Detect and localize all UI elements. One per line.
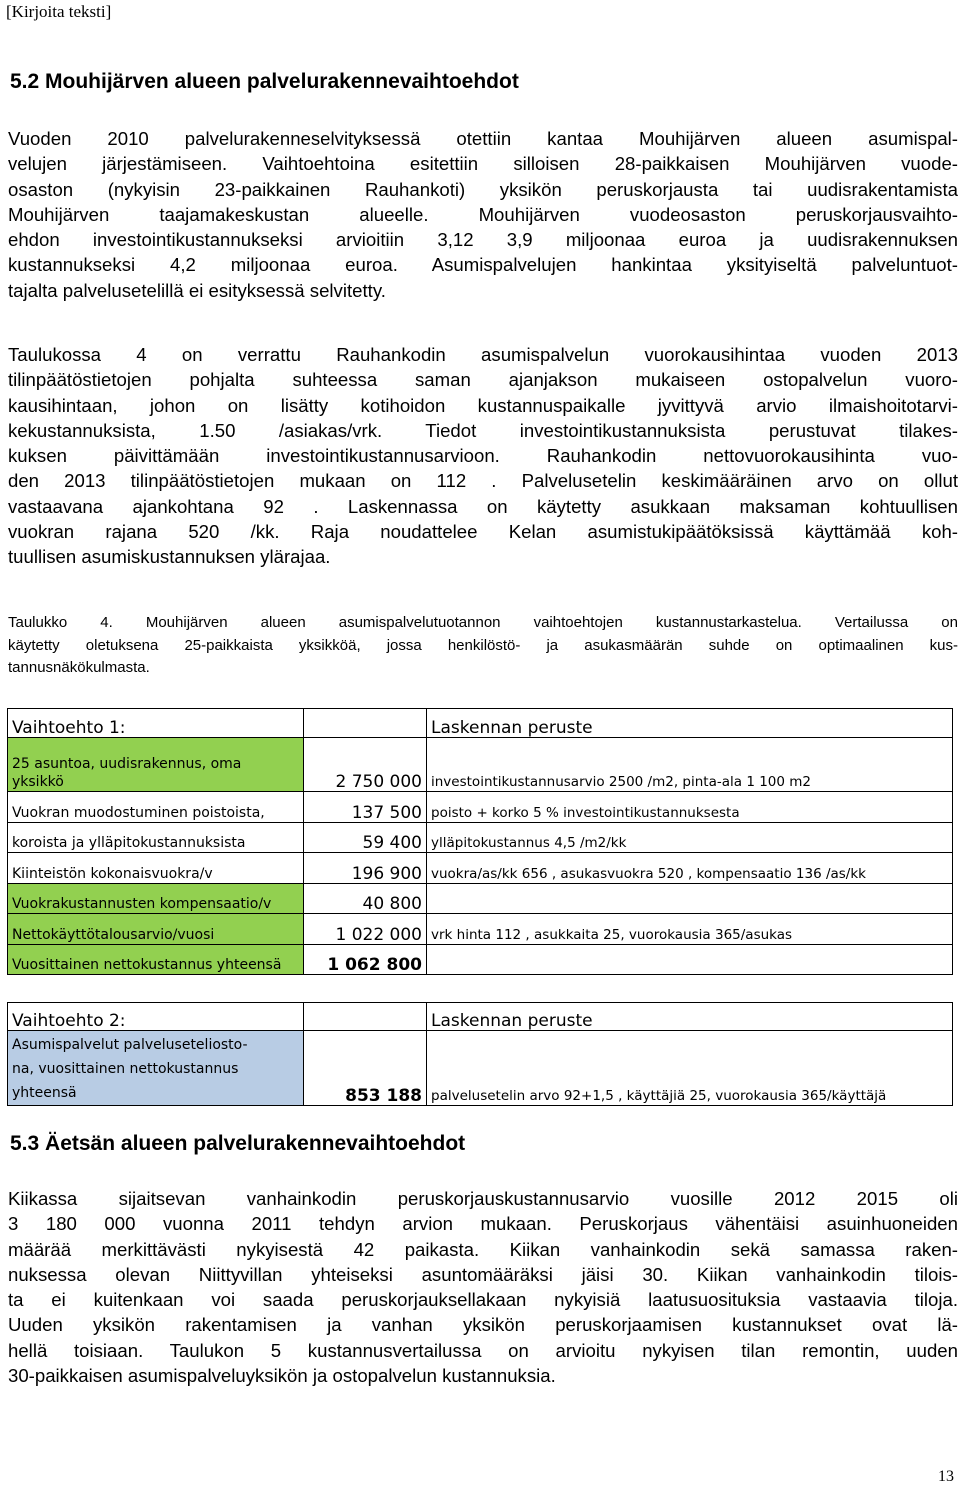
- text-line: tajalta palvelusetelillä ei esityksessä selvitetty.: [8, 279, 386, 301]
- text-line: osaston (nykyisin 23-paikkainen Rauhankoti) yksikön peruskorjausta tai uudisrakentamista: [8, 178, 958, 200]
- label-line: yhteensä: [12, 1085, 77, 1101]
- table-cell-label: Vuokran muodostuminen poistoista,: [8, 792, 304, 823]
- text-line: Vuoden 2010 palvelurakenneselvityksessä otettiin kantaa Mouhijärven alueen asumispal-: [8, 128, 958, 149]
- table-cell-label: Nettokäyttötalousarvio/vuosi: [8, 914, 304, 945]
- text-line: tannusnäkökulmasta.: [8, 659, 150, 676]
- page-number: 13: [938, 1468, 954, 1485]
- table-cell-basis: palvelusetelin arvo 92+1,5 , käyttäjiä 25, vuorokausia 365/käyttäjä: [427, 1031, 953, 1106]
- basis-header: Laskennan peruste: [427, 1003, 953, 1031]
- text-line: kuksen päivittämään investointikustannusarvioon. Rauhankodin nettovuorokausihinta vuo-: [8, 445, 958, 467]
- text-line: määrää merkittävästi nykyisestä 42 paikasta. Kiikan vanhainkodin sekä samassa raken-: [8, 1238, 958, 1260]
- euro-header: [304, 709, 427, 738]
- table-title: Vaihtoehto 2:: [8, 1003, 304, 1031]
- text-line: Uuden yksikön rakentamisen ja vanhan yksikön peruskorjaamisen kustannukset ovat lä-: [8, 1314, 958, 1336]
- text-line: vuokran rajana 520 /kk. Raja noudattelee Kelan asumistukipäätöksissä käyttämää koh-: [8, 521, 958, 543]
- text-line: Mouhijärven taajamakeskustan alueelle. Mouhijärven vuodeosaston peruskorjausvaihto-: [8, 203, 958, 225]
- text-line: kekustannuksista, 1.50 /asiakas/vrk. Tiedot investointikustannuksista perustuvat tilakes-: [8, 419, 958, 441]
- section-heading-5-2: 5.2 Mouhijärven alueen palvelurakennevaihtoehdot: [10, 70, 519, 93]
- table-cell-value: 2 750 000: [304, 738, 427, 792]
- label-line: Asumispalvelut palveluseteliosto-: [12, 1037, 248, 1053]
- table-cell-value: 196 900: [304, 853, 427, 884]
- text-line: kustannukseksi 4,2 miljoonaa euroa. Asumispalvelujen hankintaa yksityiseltä palveluntuot-: [8, 254, 958, 276]
- label-line: yksikkö: [12, 774, 64, 790]
- table-cell-basis: ylläpitokustannus 4,5 /m2/kk: [427, 823, 953, 853]
- text-line: den 2013 tilinpäätöstietojen mukaan on 112 . Palvelusetelin keskimääräinen arvo on ollut: [8, 470, 958, 492]
- text-line: Taulukko 4. Mouhijärven alueen asumispalvelutuotannon vaihtoehtojen kustannustarkastelua. Vertailussa on: [8, 614, 958, 631]
- section-heading-5-3: 5.3 Äetsän alueen palvelurakennevaihtoehdot: [10, 1132, 466, 1155]
- text-line: 3 180 000 vuonna 2011 tehdyn arvion mukaan. Peruskorjaus vähentäisi asuinhuoneiden: [8, 1213, 958, 1235]
- table-cell-basis: [427, 884, 953, 914]
- paragraph-3: [8, 1186, 958, 1388]
- table-cell-label: Vuosittainen nettokustannus yhteensä: [8, 945, 304, 975]
- text-line: vastaavana ajankohtana 92 . Laskennassa on käytetty asukkaan maksaman kohtuullisen: [8, 495, 958, 517]
- table-cell-value: 59 400: [304, 823, 427, 853]
- table-cell-basis: vuokra/as/kk 656 , asukasvuokra 520 , kompensaatio 136 /as/kk: [427, 853, 953, 884]
- table-caption: [8, 612, 958, 680]
- text-line: Kiikassa sijaitsevan vanhainkodin peruskorjauskustannusarvio vuosille 2012 2015 oli: [8, 1188, 958, 1209]
- basis-header: Laskennan peruste: [427, 709, 953, 738]
- text-line: velujen järjestämiseen. Vaihtoehtoina esitettiin silloisen 28-paikkaisen Mouhijärven vuode-: [8, 153, 958, 175]
- text-line: tilinpäätöstietojen pohjalta suhteessa saman ajanjakson mukaiseen ostopalvelun vuoro-: [8, 369, 958, 391]
- paragraph-1: [8, 126, 958, 303]
- euro-header: [304, 1003, 427, 1031]
- table-cell-basis: poisto + korko 5 % investointikustannuksesta: [427, 792, 953, 823]
- table-cell-label: [8, 1031, 304, 1106]
- text-line: ta ei kuitenkaan voi saada peruskorjauksellakaan nykyisiä laatusuosituksia vastaavia tiloja.: [8, 1289, 958, 1311]
- text-line: ehdon investointikustannukseksi arvioitiin 3,12 3,9 miljoonaa euroa ja uudisrakennuksen: [8, 229, 958, 251]
- text-line: kausihintaan, johon on lisätty kotihoidon kustannuspaikalle jyvittyvä arvio ilmaishoitotarvi-: [8, 394, 958, 416]
- text-line: tuullisen asumiskustannuksen ylärajaa.: [8, 546, 331, 568]
- table-cell-basis: investointikustannusarvio 2500 /m2, pinta-ala 1 100 m2: [427, 738, 953, 792]
- text-line: käytetty oletuksena 25-paikkaista yksikköä, jossa henkilöstö- ja asukasmäärän suhde on optimaalinen kus-: [8, 636, 958, 654]
- text-line: Taulukossa 4 on verrattu Rauhankodin asumispalvelun vuorokausihintaa vuoden 2013: [8, 344, 958, 365]
- table-cell-value: 853 188: [304, 1031, 427, 1106]
- text-line: hellä toisiaan. Taulukon 5 kustannusvertailussa on arvioitu nykyisen tilan remontin, uuden: [8, 1339, 958, 1361]
- table-cell-label: [8, 738, 304, 792]
- paragraph-2: [8, 342, 958, 570]
- table-cell-label: koroista ja ylläpitokustannuksista: [8, 823, 304, 853]
- table-cell-value: 1 062 800: [304, 945, 427, 975]
- text-line: 30-paikkaisen asumispalveluyksikön ja ostopalvelun kustannuksia.: [8, 1365, 556, 1387]
- table-cell-value: 137 500: [304, 792, 427, 823]
- label-line: 25 asuntoa, uudisrakennus, oma: [12, 756, 242, 772]
- table-cell-basis: vrk hinta 112 , asukkaita 25, vuorokausia 365/asukas: [427, 914, 953, 945]
- table-cell-label: Vuokrakustannusten kompensaatio/v: [8, 884, 304, 914]
- table-title: Vaihtoehto 1:: [8, 709, 304, 738]
- table-cell-value: 1 022 000: [304, 914, 427, 945]
- table-cell-basis: [427, 945, 953, 975]
- table-cell-value: 40 800: [304, 884, 427, 914]
- table-cell-label: Kiinteistön kokonaisvuokra/v: [8, 853, 304, 884]
- table-vaihtoehto-1: [7, 708, 953, 975]
- text-line: nuksessa olevan Niittyvillan yhteiseksi asuntomääräksi jäisi 30. Kiikan vanhainkodin tilois-: [8, 1263, 958, 1285]
- table-vaihtoehto-2: [7, 1002, 953, 1106]
- page-header: [Kirjoita teksti]: [6, 2, 112, 21]
- label-line: na, vuosittainen nettokustannus: [12, 1061, 239, 1077]
